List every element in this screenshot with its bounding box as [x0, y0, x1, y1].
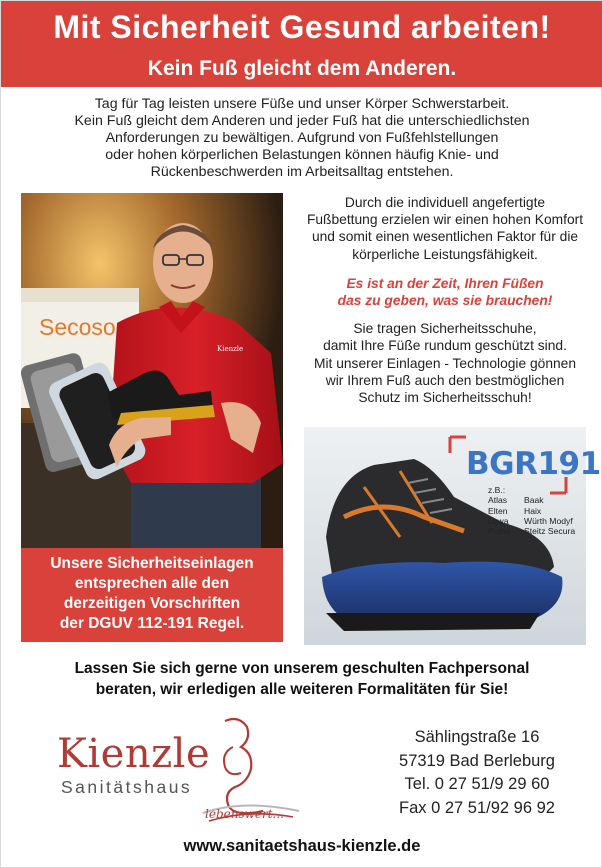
comfort-line: und somit einen wesentlichen Faktor für die	[311, 229, 579, 245]
address-street: Sählingstraße 16	[414, 728, 540, 746]
logo-subtitle: Sanitätshaus	[61, 777, 193, 797]
intro-line: Rückenbeschwerden im Arbeitsalltag entstehen.	[150, 164, 454, 180]
intro-line: oder hohen körperlichen Belastungen können häufig Knie- und	[105, 147, 499, 163]
intro-line: Tag für Tag leisten unsere Füße und unser Körper Schwerstarbeit.	[94, 96, 510, 112]
brand-row	[488, 516, 575, 526]
brand-name: Atlas	[488, 495, 508, 506]
protection-line: damit Ihre Füße rundum geschützt sind.	[323, 338, 567, 354]
brand-name: Lowa	[488, 515, 509, 526]
protection-line: wir Ihrem Fuß auch den bestmöglichen	[325, 372, 565, 388]
highlight-slogan	[293, 275, 597, 309]
website-link[interactable]: www.sanitaetshaus-kienzle.de	[183, 837, 421, 855]
address-city: 57319 Bad Berleburg	[399, 751, 555, 770]
brand-list	[488, 485, 575, 536]
shirt-logo-text: Kienzle	[217, 345, 244, 353]
address-phone[interactable]: Tel. 0 27 51/9 29 60	[404, 775, 550, 793]
logo-slogan: lebenswert...	[205, 807, 284, 821]
intro-line: Anforderungen zu bewältigen. Aufgrund von Fußfehlstellungen	[105, 130, 499, 146]
staff-photo-illustration	[21, 193, 283, 548]
cta-line: beraten, wir erledigen alle weiteren Formalitäten für Sie!	[95, 681, 509, 698]
shoe-model-label: BGR191	[466, 446, 601, 482]
comfort-line: körperliche Leistungsfähigkeit.	[352, 246, 538, 262]
page-subtitle: Kein Fuß gleicht dem Anderen.	[147, 57, 457, 80]
slogan-line: das zu geben, was sie brauchen!	[337, 293, 553, 309]
brand-name: Puma	[488, 526, 511, 537]
brand-name: Steitz Secura	[524, 526, 576, 537]
regulation-line: entsprechen alle den	[74, 575, 230, 592]
intro-line: Kein Fuß gleicht dem Anderen und jeder Fuß hat die unterschiedlichsten	[74, 113, 530, 129]
brand-row	[488, 526, 575, 536]
intro-paragraph	[41, 96, 563, 181]
brand-list-label: z.B.:	[488, 485, 506, 495]
staff-photo	[21, 193, 283, 548]
comfort-paragraph	[293, 194, 597, 263]
call-to-action	[21, 658, 583, 700]
regulation-line: der DGUV 112-191 Regel.	[59, 615, 245, 632]
page-title: Mit Sicherheit Gesund arbeiten!	[53, 9, 551, 45]
regulation-line: derzeitigen Vorschriften	[63, 595, 241, 612]
comfort-line: Fußbettung erzielen wir einen hohen Komfort	[306, 212, 584, 228]
protection-line: Sie tragen Sicherheitsschuhe,	[353, 321, 537, 337]
cta-line: Lassen Sie sich gerne von unserem geschulten Fachpersonal	[74, 660, 530, 677]
brand-row	[488, 506, 575, 516]
company-logo	[53, 713, 313, 831]
contact-address	[377, 726, 577, 820]
brand-name: Elten	[488, 505, 508, 516]
slogan-line: Es ist an der Zeit, Ihren Füßen	[346, 275, 544, 291]
brand-name: Haix	[524, 505, 542, 516]
comfort-line: Durch die individuell angefertigte	[344, 195, 546, 210]
benefits-text	[293, 194, 597, 406]
protection-line: Mit unserer Einlagen - Technologie gönnen	[313, 355, 577, 371]
protection-line: Schutz im Sicherheitsschuh!	[358, 390, 532, 406]
regulation-line: Unsere Sicherheitseinlagen	[50, 555, 254, 572]
regulation-notice	[21, 548, 283, 642]
logo-name: Kienzle	[57, 731, 211, 777]
brand-name: Baak	[524, 495, 544, 506]
brand-row	[488, 495, 575, 505]
header-banner	[1, 1, 602, 87]
brand-name: Würth Modyf	[524, 515, 573, 526]
protection-paragraph	[293, 320, 597, 406]
banner-text: Secoso	[39, 314, 116, 340]
address-fax: Fax 0 27 51/92 96 92	[399, 798, 555, 817]
